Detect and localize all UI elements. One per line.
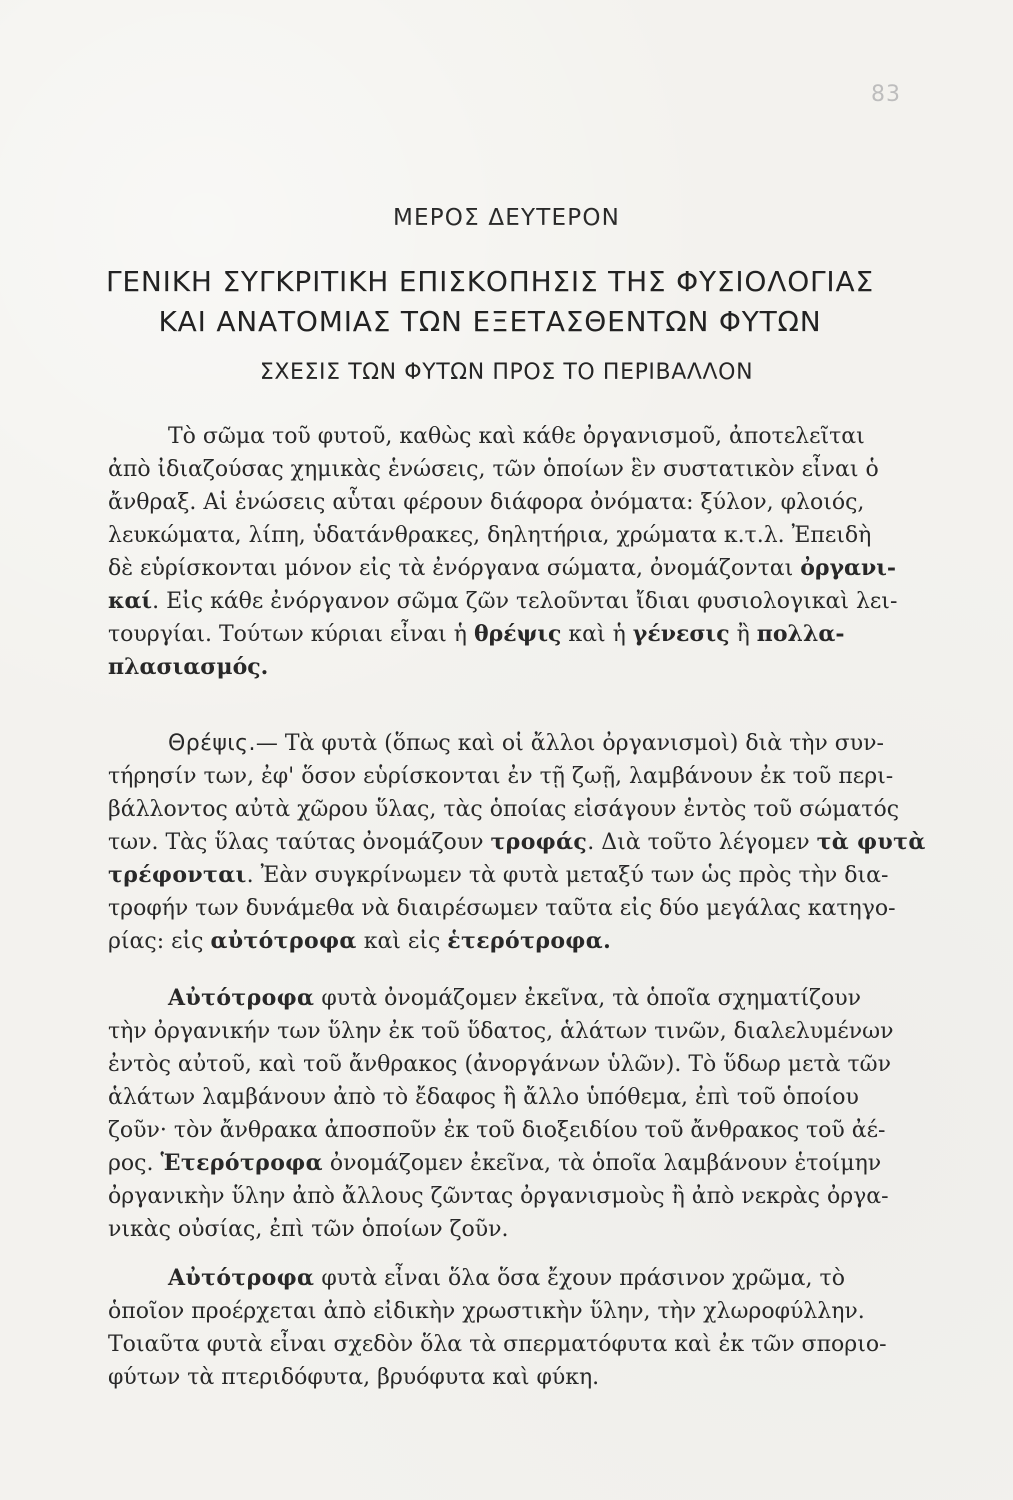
paragraph-3-line-1-text: φυτὰ ὀνομάζομεν ἐκεῖνα, τὰ ὁποῖα σχηματίζουν [314,986,862,1011]
paragraph-1-line-7-text-a: τουργίαι. Τούτων κύριαι εἶναι ἡ [108,622,474,647]
paragraph-3-line-6 [108,1147,900,1180]
paragraph-4-line-1 [108,1262,900,1295]
paragraph-2-line-4-text-a: των. Τὰς ὕλας ταύτας ὀνομάζουν [108,830,491,855]
autotrophs-heading-2: Αὐτότροφα [168,1265,315,1291]
paragraph-1-line-3: ἄνθραξ. Αἱ ἑνώσεις αὗται φέρουν διάφορα ὀνόματα: ξύλον, φλοιός, [108,490,865,515]
paragraph-3-line-7: ὀργανικὴν ὕλην ἀπὸ ἄλλους ζῶντας ὀργανισμοὺς ἢ ἀπὸ νεκρὰς ὀργα- [108,1184,889,1209]
autotrophs-heading: Αὐτότροφα [168,985,315,1011]
section-heading: ΣΧΕΣΙΣ ΤΩΝ ΦΥΤΩΝ ΠΡΟΣ ΤΟ ΠΕΡΙΒΑΛΛΟΝ [259,360,754,385]
generation-term: γένεσις [632,621,730,647]
multiplication-term: πολλα- [756,621,845,647]
multiplication-term-continued: πλασιασμός. [108,654,269,680]
paragraph-2 [108,727,926,958]
plants-term: τὰ φυτὰ [816,829,926,855]
paragraph-2-line-4-text-c: . Διὰ τοῦτο λέγομεν [587,830,817,855]
autotrophs-term: αὐτότροφα [210,928,357,954]
chapter-title [95,262,885,342]
paragraph-1-line-1: Τὸ σῶμα τοῦ φυτοῦ, καθὼς καὶ κάθε ὀργανισμοῦ, ἀποτελεῖται [168,424,865,449]
nutrition-term: θρέψις [473,621,562,647]
paragraph-3-line-6-text-c: ὀνομάζομεν ἐκεῖνα, τὰ ὁποῖα λαμβάνουν ἑτοίμην [322,1151,882,1176]
paragraph-2-line-7-text-c: καὶ εἰς [356,929,448,954]
paragraph-3-line-3: ἐντὸς αὐτοῦ, καὶ τοῦ ἄνθρακος (ἀνοργάνων ὑλῶν). Τὸ ὕδωρ μετὰ τῶν [108,1052,891,1077]
heterotrophs-term: ἑτερότροφα. [447,928,612,954]
paragraph-1-line-7 [108,618,900,651]
page-number: 83 [871,82,901,107]
paragraph-1-line-5 [108,552,900,585]
paragraph-2-line-2: τήρησίν των, ἐφ' ὅσον εὑρίσκονται ἐν τῇ ζωῇ, λαμβάνουν ἐκ τοῦ περι- [108,764,894,789]
paragraph-2-line-1-text: — Τὰ φυτὰ (ὅπως καὶ οἱ ἄλλοι ὀργανισμοὶ) διὰ τὴν συν- [255,731,884,756]
paragraph-3-line-2: τὴν ὀργανικήν των ὕλην ἐκ τοῦ ὕδατος, ἁλάτων τινῶν, διαλελυμένων [108,1019,894,1044]
paragraph-1 [108,420,900,684]
paragraph-4-line-4: φύτων τὰ πτεριδόφυτα, βρυόφυτα καὶ φύκη. [108,1365,600,1390]
paragraph-4 [108,1262,900,1394]
paragraph-1-line-6 [108,585,900,618]
organic-term-continued: καί [108,588,153,614]
heterotrophs-heading: Ἑτερότροφα [160,1150,323,1176]
nutrition-heading: Θρέψις. [168,731,256,756]
paragraph-1-line-5-text: δὲ εὑρίσκονται μόνον εἰς τὰ ἐνόργανα σώματα, ὀνομάζονται [108,556,801,581]
paragraph-3 [108,982,900,1246]
nourished-term: τρέφονται [108,862,247,888]
chapter-title-line-2: ΚΑΙ ΑΝΑΤΟΜΙΑΣ ΤΩΝ ΕΞΕΤΑΣΘΕΝΤΩΝ ΦΥΤΩΝ [158,305,822,338]
paragraph-2-line-3: βάλλοντος αὐτὰ χῶρου ὕλας, τὰς ὁποίας εἰσάγουν ἐντὸς τοῦ σώματός [108,797,900,822]
paragraph-2-line-7 [108,925,900,958]
paragraph-3-line-5: ζοῦν· τὸν ἄνθρακα ἀποσποῦν ἐκ τοῦ διοξειδίου τοῦ ἄνθρακος τοῦ ἀέ- [108,1118,886,1143]
paragraph-4-line-3: Τοιαῦτα φυτὰ εἶναι σχεδὸν ὅλα τὰ σπερματόφυτα καὶ ἐκ τῶν σποριο- [108,1332,887,1357]
paragraph-1-line-6-text: . Εἰς κάθε ἐνόργανον σῶμα ζῶν τελοῦνται ἴδιαι φυσιολογικαὶ λει- [152,589,898,614]
paragraph-2-line-5-text: . Ἐὰν συγκρίνωμεν τὰ φυτὰ μεταξύ των ὡς πρὸς τὴν δια- [246,863,889,888]
paragraph-3-line-6-text-a: ρος. [108,1151,161,1176]
paragraph-3-line-8: νικὰς οὐσίας, ἐπὶ τῶν ὁποίων ζοῦν. [108,1217,509,1242]
paragraph-2-line-1 [108,727,900,760]
paragraph-1-line-2: ἀπὸ ἰδιαζούσας χημικὰς ἑνώσεις, τῶν ὁποίων ἓν συστατικὸν εἶναι ὁ [108,457,879,482]
paragraph-3-line-1 [108,982,900,1015]
organic-term: ὀργανι- [800,555,897,581]
paragraph-3-line-4: ἁλάτων λαμβάνουν ἀπὸ τὸ ἔδαφος ἢ ἄλλο ὑπόθεμα, ἐπὶ τοῦ ὁποίου [108,1085,859,1110]
paragraph-1-line-4: λευκώματα, λίπη, ὑδατάνθρακες, δηλητήρια, χρώματα κ.τ.λ. Ἐπειδὴ [108,523,872,548]
paragraph-4-line-1-text: φυτὰ εἶναι ὅλα ὅσα ἔχουν πράσινον χρῶμα, τὸ [314,1266,845,1291]
paragraph-4-line-2: ὁποῖον προέρχεται ἀπὸ εἰδικὴν χρωστικὴν ὕλην, τὴν χλωροφύλλην. [108,1299,865,1324]
chapter-title-line-1: ΓΕΝΙΚΗ ΣΥΓΚΡΙΤΙΚΗ ΕΠΙΣΚΟΠΗΣΙΣ ΤΗΣ ΦΥΣΙΟΛΟΓΙΑΣ [106,265,874,298]
paragraph-1-line-7-text-c: καὶ ἡ [561,622,633,647]
paragraph-2-line-6: τροφήν των δυνάμεθα νὰ διαιρέσωμεν ταῦτα εἰς δύο μεγάλας κατηγο- [108,896,896,921]
part-heading: ΜΕΡΟΣ ΔΕΥΤΕΡΟΝ [392,205,621,231]
paragraph-1-line-7-text-e: ἢ [729,622,757,647]
paragraph-2-line-4 [108,826,926,859]
paragraph-2-line-7-text-a: ρίας: εἰς [108,929,211,954]
foods-term: τροφάς [490,829,588,855]
paragraph-2-line-5 [108,859,900,892]
